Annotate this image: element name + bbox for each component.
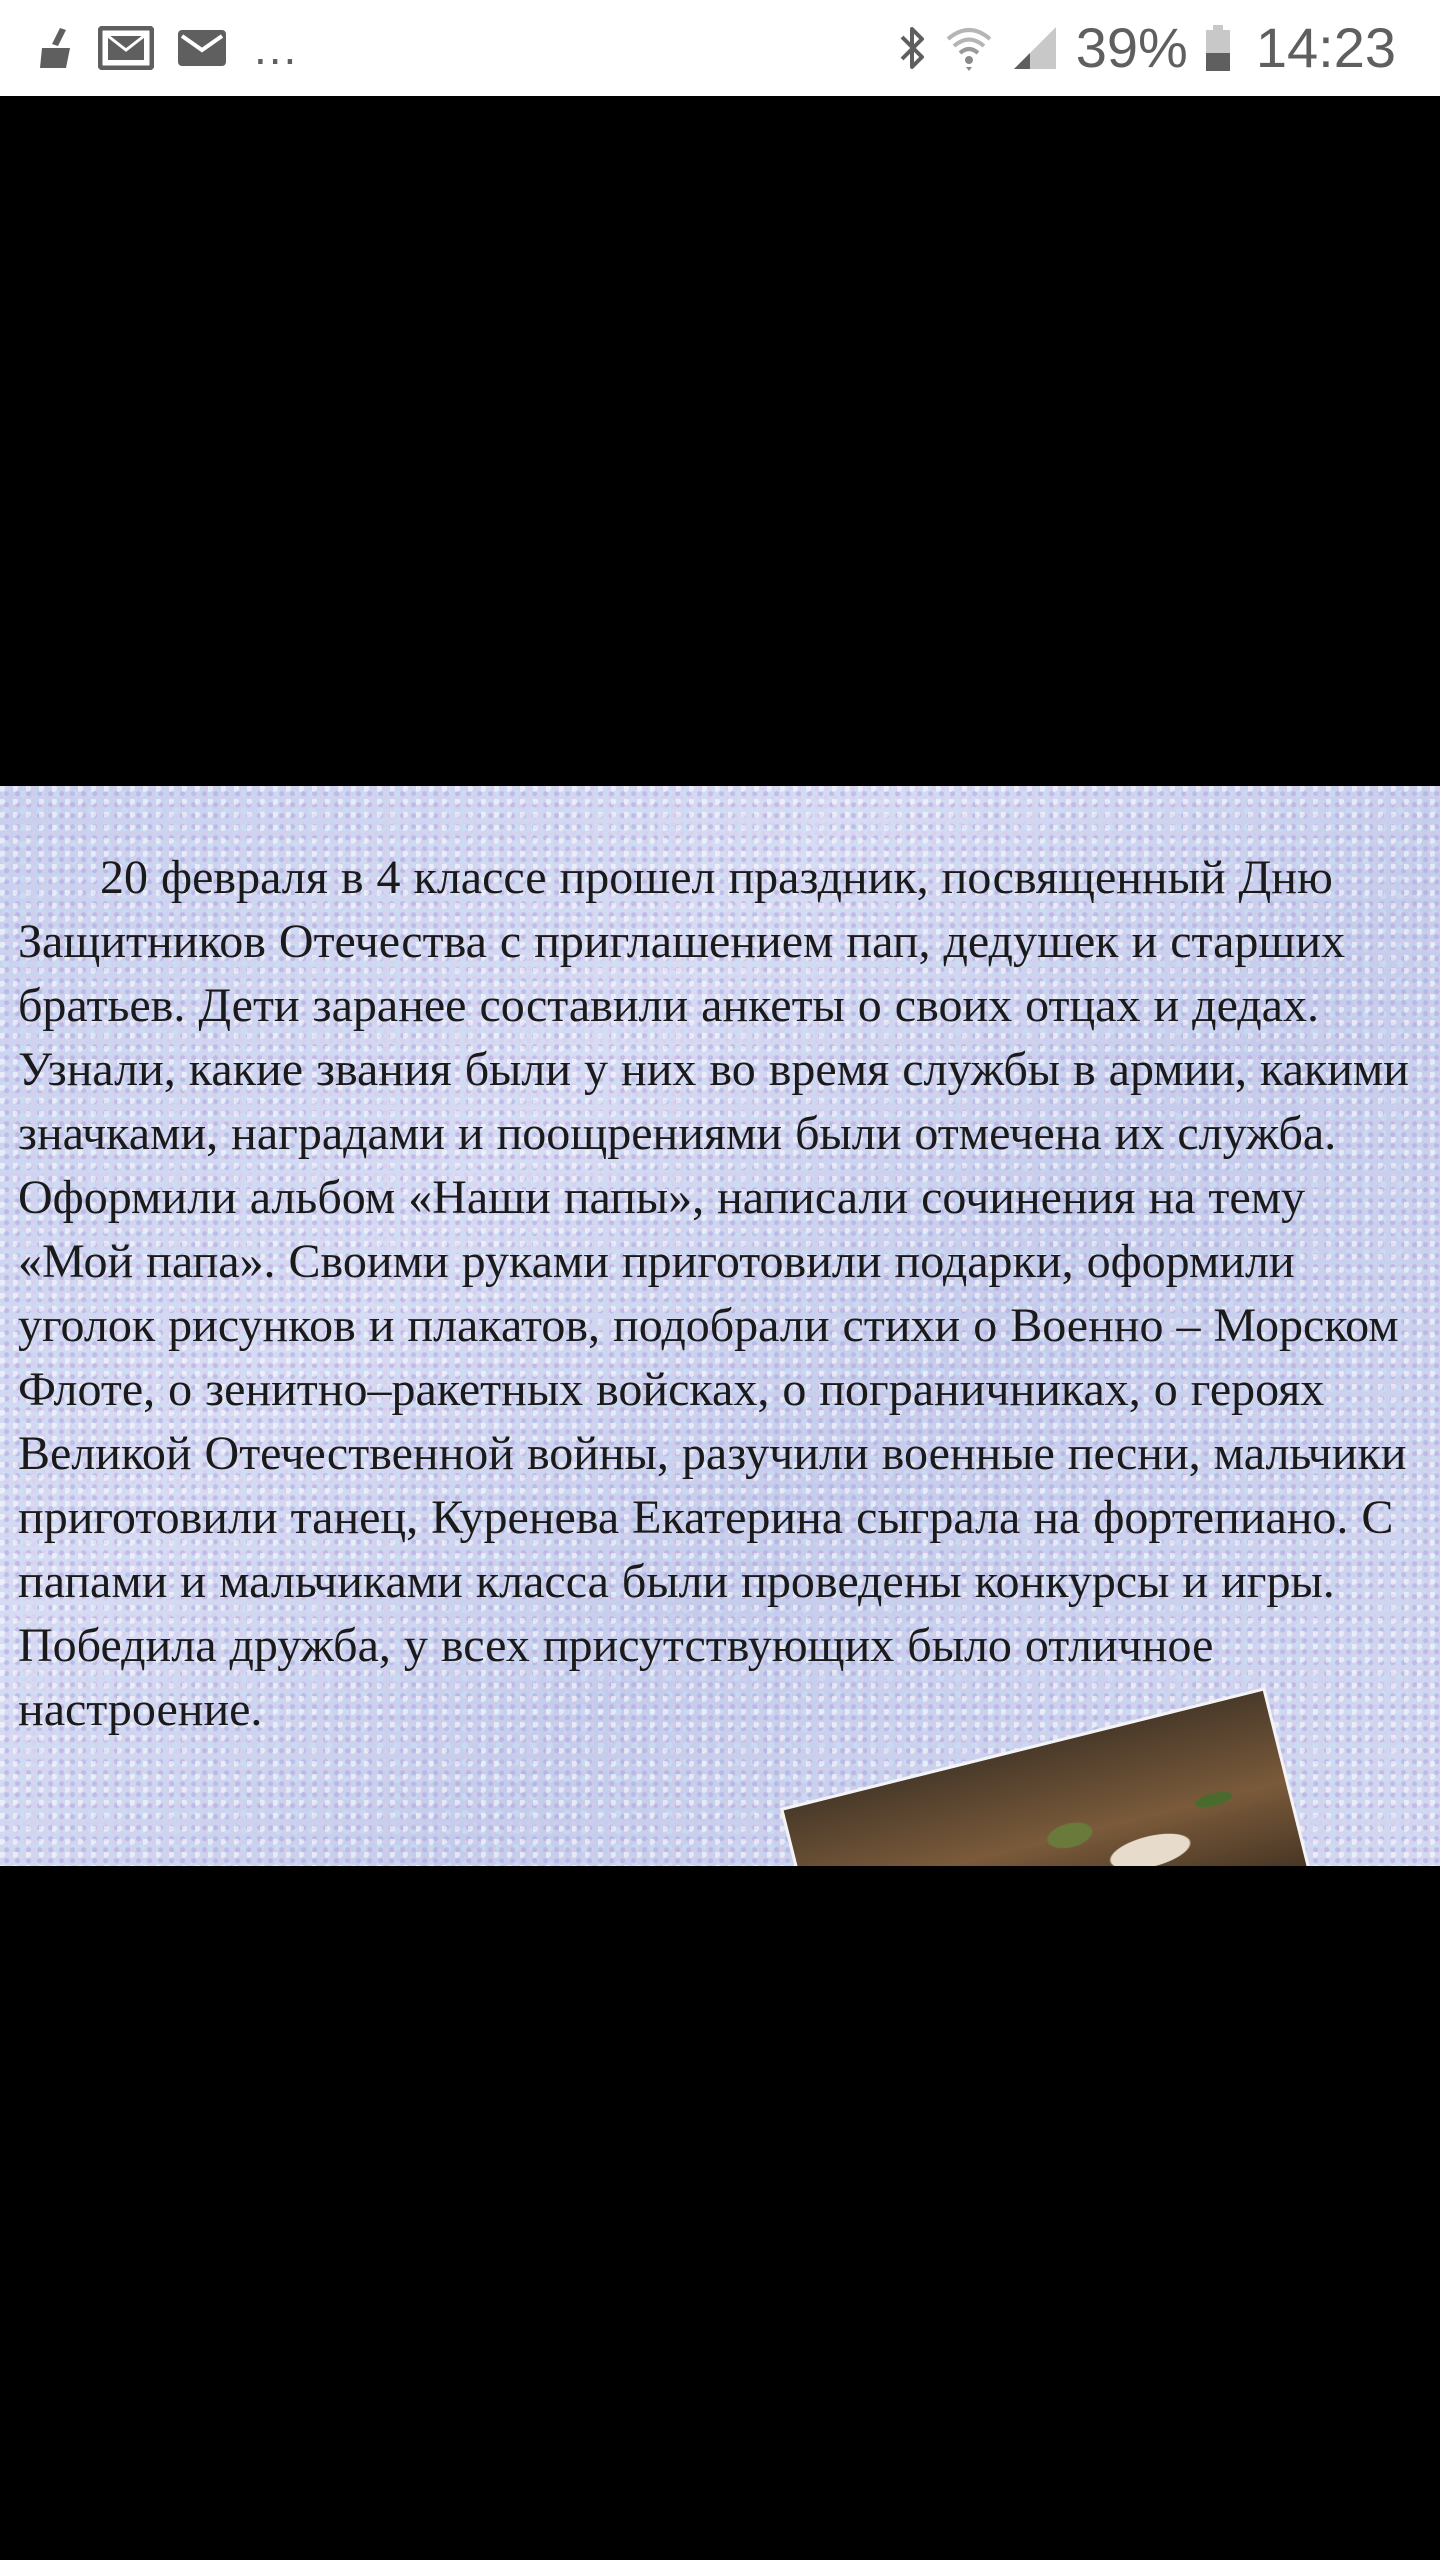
wifi-icon: [944, 23, 994, 73]
mail-icon: [176, 26, 228, 70]
cleaner-icon: [36, 26, 76, 70]
notification-icons: [36, 22, 298, 74]
battery-icon: [1204, 23, 1232, 73]
status-bar: [0, 0, 1440, 96]
more-notifications-indicator: ...: [254, 22, 299, 74]
clock: 14:23: [1255, 16, 1396, 79]
slide-image[interactable]: [0, 786, 1440, 1866]
battery-percentage: 39%: [1075, 16, 1188, 79]
bluetooth-icon: [898, 23, 928, 73]
system-status: [898, 18, 1396, 78]
image-viewer[interactable]: [0, 96, 1440, 2560]
mail-icon: [98, 26, 154, 70]
slide-paragraph: 20 февраля в 4 классе прошел праздник, посвященный Дню Защитников Отечества с приглашением пап, дедушек и старших братьев. Дети заранее составили анкеты о своих отцах и дедах. Узнали, какие звания были у них во время службы в армии, какими значками, наградами и поощрениями были отмечена их служба. Оформили альбом «Наши папы», написали сочинения на тему «Мой папа». Своими руками приготовили подарки, оформили уголок рисунков и плакатов, подобрали стихи о Военно – Морском Флоте, о зенитно–ракетных войсках, о пограничниках, о героях Великой Отечественной войны, разучили военные песни, мальчики приготовили танец, Куренева Екатерина сыграла на фортепиано. С папами и мальчиками класса были проведены конкурсы и игры. Победила дружба, у всех присутствующих было отличное настроение.: [18, 851, 1409, 1736]
signal-icon: [1010, 23, 1060, 73]
